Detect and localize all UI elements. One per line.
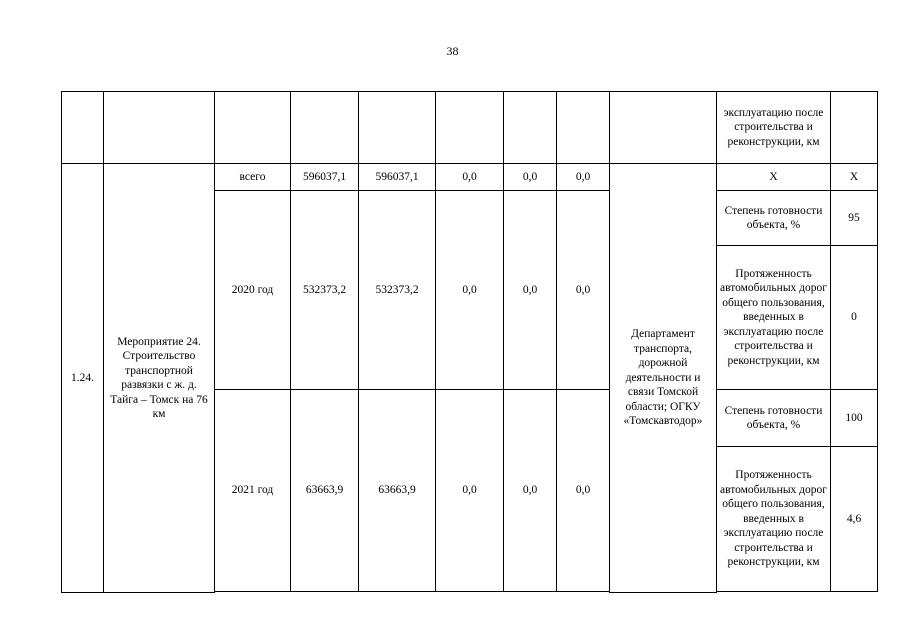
total-value-2: 596037,1 (359, 164, 436, 191)
y2020-value-4: 0,0 (504, 191, 557, 390)
indicator-length-2021-value: 4,6 (831, 447, 878, 592)
indicator-length-2020-value: 0 (831, 246, 878, 390)
y2021-value-5: 0,0 (557, 390, 610, 592)
indicator-readiness-2021-value: 100 (831, 390, 878, 447)
measure-number: 1.24. (62, 164, 104, 593)
y2020-value-1: 532373,2 (291, 191, 359, 390)
total-value-1: 596037,1 (291, 164, 359, 191)
table-row (62, 164, 878, 191)
y2021-value-3: 0,0 (436, 390, 504, 592)
y2021-value-1: 63663,9 (291, 390, 359, 592)
measure-name: Мероприятие 24. Строительство транспортной развязки с ж. д. Тайга – Томск на 76 км (104, 164, 215, 593)
y2021-value-4: 0,0 (504, 390, 557, 592)
total-indicator-value: Х (831, 164, 878, 191)
indicator-length-2020: Протяженность автомобильных дорог общего пользования, введенных в эксплуатацию после строительства и реконструкции, км (717, 246, 831, 390)
period-2021: 2021 год (215, 390, 291, 592)
indicator-length-2021: Протяженность автомобильных дорог общего пользования, введенных в эксплуатацию после строительства и реконструкции, км (717, 447, 831, 592)
y2020-value-2: 532373,2 (359, 191, 436, 390)
indicator-continued: эксплуатацию после строительства и реконструкции, км (717, 92, 831, 164)
period-total: всего (215, 164, 291, 191)
continuation-row (62, 92, 878, 164)
y2020-value-3: 0,0 (436, 191, 504, 390)
total-value-3: 0,0 (436, 164, 504, 191)
indicator-readiness-2020-value: 95 (831, 191, 878, 246)
indicator-readiness-2020: Степень готовности объекта, % (717, 191, 831, 246)
page-number: 38 (446, 44, 459, 58)
executor: Департамент транспорта, дорожной деятельности и связи Томской области; ОГКУ «Томскавтодор» (610, 164, 717, 593)
total-value-4: 0,0 (504, 164, 557, 191)
y2020-value-5: 0,0 (557, 191, 610, 390)
total-indicator: Х (717, 164, 831, 191)
indicator-readiness-2021: Степень готовности объекта, % (717, 390, 831, 447)
total-value-5: 0,0 (557, 164, 610, 191)
measures-table (61, 91, 878, 593)
period-2020: 2020 год (215, 191, 291, 390)
y2021-value-2: 63663,9 (359, 390, 436, 592)
